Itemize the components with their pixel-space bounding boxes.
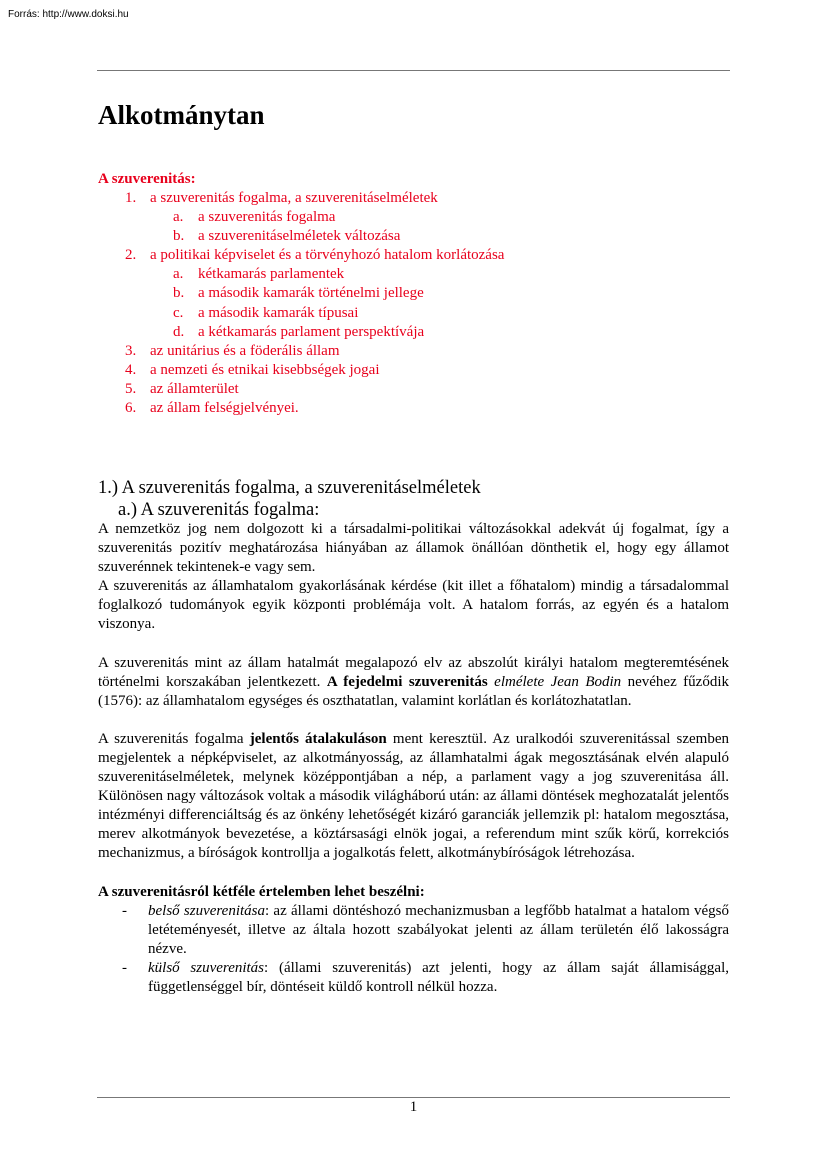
toc-item-text: az állam felségjelvényei.	[150, 400, 299, 417]
table-of-contents	[98, 170, 738, 418]
toc-item-text: a második kamarák történelmi jellege	[198, 285, 424, 302]
toc-item	[98, 208, 738, 227]
toc-item-number: a.	[173, 209, 184, 226]
toc-item	[98, 342, 738, 361]
section-heading: 1.) A szuverenitás fogalma, a szuverenitáselméletek	[98, 478, 481, 498]
text-run: : (állami szuverenitás) azt jelenti, hogy az állam saját államisággal, függetlenséggel bír, döntéseit küldő kontroll nélkül hozza.	[148, 959, 729, 995]
toc-item-text: a nemzeti és etnikai kisebbségek jogai	[150, 361, 380, 378]
bold-term: A fejedelmi szuverenitás	[326, 673, 488, 690]
toc-item	[98, 284, 738, 303]
header-rule	[97, 70, 730, 71]
dash-list	[98, 902, 729, 997]
text-run: A szuverenitás fogalma	[98, 730, 250, 747]
italic-term: belső szuverenitása	[148, 902, 266, 919]
italic-term: elmélete Jean Bodin	[494, 673, 622, 690]
toc-item-text: az államterület	[150, 380, 239, 397]
toc-item-text: a szuverenitás fogalma, a szuverenitáselméletek	[150, 190, 438, 206]
toc-item-number: b.	[173, 285, 185, 302]
toc-item-text: a kétkamarás parlament perspektívája	[198, 323, 425, 340]
toc-item-number: 2.	[125, 247, 137, 264]
toc-item-number: 6.	[125, 400, 137, 417]
toc-item	[98, 246, 738, 265]
bold-term: jelentős átalakuláson	[249, 730, 387, 747]
toc-item	[98, 189, 738, 208]
paragraph-heading: A szuverenitásról kétféle értelemben lehet beszélni:	[98, 883, 425, 900]
toc-item	[98, 227, 738, 246]
subsection-heading: a.) A szuverenitás fogalma:	[118, 500, 320, 520]
text-run: nevéhez fűződik (1576): az államhatalom egységes és oszthatatlan, valamint korlátlan és korlátozhatatlan.	[98, 673, 730, 709]
toc-item	[98, 265, 738, 284]
paragraph: A szuverenitás az államhatalom gyakorlásának kérdése (kit illet a főhatalom) mindig a társadalommal foglalkozó tudományok egyik központi problémája volt. A hatalom forrás, az egyén és a hatalom viszonya.	[98, 578, 729, 633]
paragraph	[98, 654, 729, 711]
italic-term: külső szuverenitás	[148, 959, 265, 976]
text-run: : az állami döntéshozó mechanizmusban a legfőbb hatalmat a hatalom végső letéteményesét, illetve az általa hozott szabályokat jelenti az állam területén élő lakosságra nézve.	[148, 902, 729, 957]
list-dash: -	[122, 959, 127, 976]
page-number: 1	[409, 1099, 418, 1115]
toc-item-number: a.	[173, 266, 184, 283]
toc-item-number: 4.	[125, 361, 137, 378]
toc-item	[98, 399, 738, 418]
paragraph: A nemzetköz jog nem dolgozott ki a társadalmi-politikai változásokkal adekvát új fogalmat, így a szuverenitás pozitív meghatározása hiányában az államok önállóan dönthetik el, hogy egy államot szuverénnek tekintenek-e vagy sem.	[98, 521, 729, 576]
body-text	[98, 520, 729, 997]
paragraph	[98, 730, 729, 864]
toc-item-number: d.	[173, 323, 185, 340]
footer-rule	[97, 1097, 730, 1098]
text-run: A szuverenitás mint az állam hatalmát megalapozó elv az abszolút királyi hatalom megteremtésének történelmi korszakában jelentkezett.	[98, 654, 729, 690]
toc-item	[98, 380, 738, 399]
toc-item-text: kétkamarás parlamentek	[198, 266, 345, 283]
toc-item-text: a szuverenitáselméletek változása	[198, 228, 401, 245]
toc-item-text: a második kamarák típusai	[198, 304, 359, 321]
toc-item-text: a politikai képviselet és a törvényhozó hatalom korlátozása	[150, 247, 505, 264]
source-label: Forrás: http://www.doksi.hu	[8, 9, 129, 20]
toc-item-number: c.	[173, 304, 184, 321]
toc-item-text: a szuverenitás fogalma	[198, 209, 336, 226]
list-dash: -	[122, 902, 127, 919]
toc-item-number: 1.	[125, 190, 137, 206]
toc-item-number: b.	[173, 228, 185, 245]
toc-item-number: 5.	[125, 380, 137, 397]
toc-heading: A szuverenitás:	[98, 171, 196, 187]
toc-item	[98, 304, 738, 323]
toc-item-number: 3.	[125, 342, 137, 359]
toc-item-text: az unitárius és a föderális állam	[150, 342, 340, 359]
text-run: ment keresztül. Az uralkodói szuverenitással szemben megjelentek a népképviselet, az alkotmányosság, az államhatalmi ágak megosztásának elvén alapuló szuverenitáselméletek, melynek középpontjában a nép, a parlament vagy a jog szuverenitása áll. Különösen nagy változások voltak a második világháború után: az állami döntések meghozatalát jelentős intézményi differenciáltság és az önkény lehetőségét kizáró garanciák jellemzik pl: hatalom megosztása, merev alkotmányok bevezetése, a köztársasági elnök jogai, a referendum mint szűk körű, korrekciós mechanizmus, a bíróságok kontrollja a jogalkotás felett, alkotmánybíróságok létrehozása.	[98, 730, 729, 862]
document-title: Alkotmánytan	[98, 100, 265, 130]
toc-item	[98, 361, 738, 380]
toc-item	[98, 323, 738, 342]
list-item	[98, 902, 729, 959]
list-item	[98, 959, 729, 997]
